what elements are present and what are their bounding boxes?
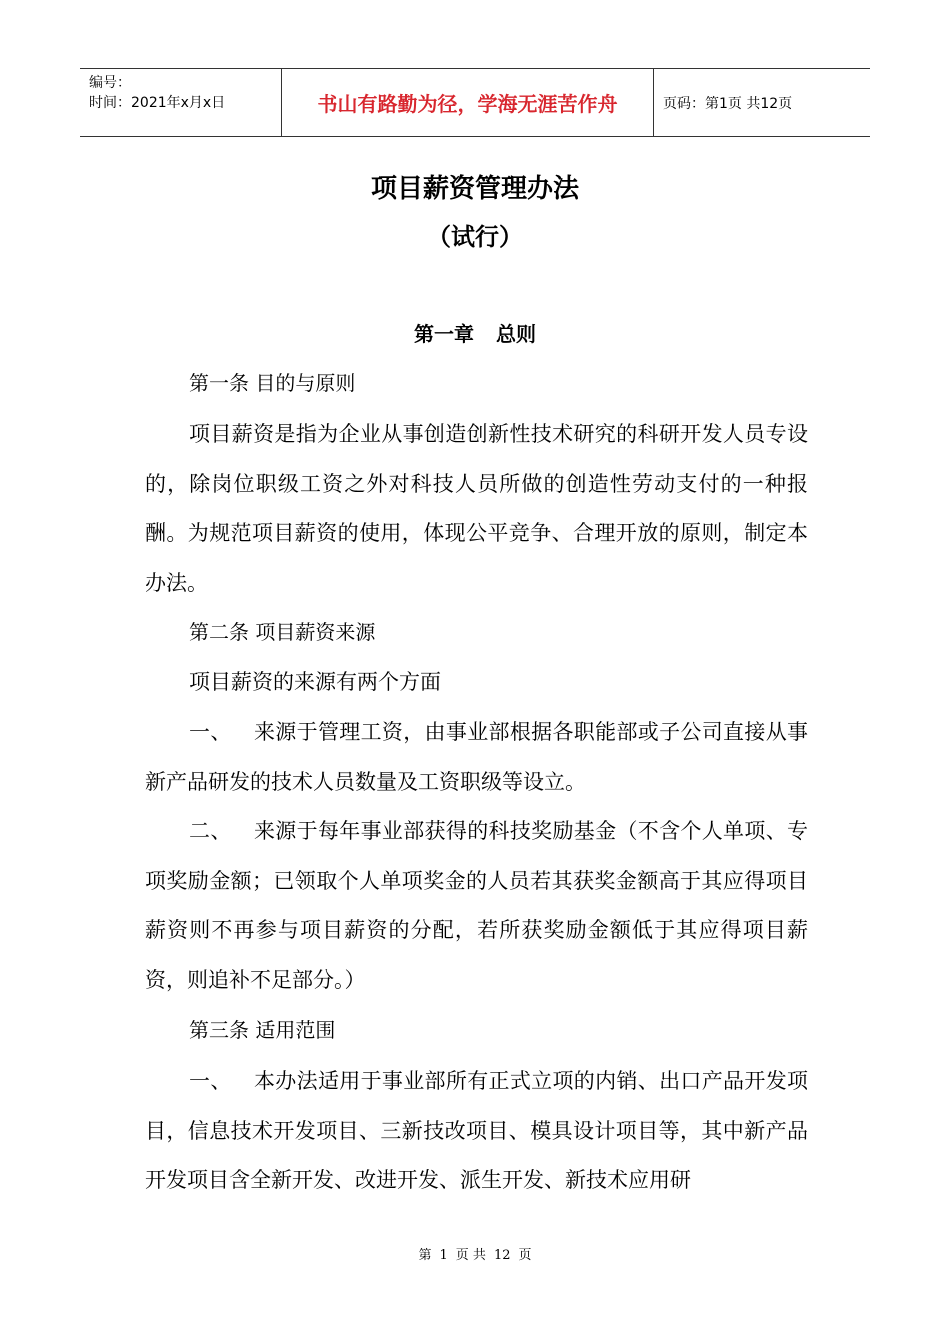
footer-page-number: 1 [439,1248,448,1263]
article-3-item-1 [145,1057,808,1206]
list-text: 来源于管理工资，由事业部根据各职能部或子公司直接从事新产品研发的技术人员数量及工资职级等设立。 [145,720,809,794]
time-label: 时间：2021年x月x日 [89,95,226,111]
page-header [80,68,870,137]
page-info-text: 页码：第1页 共12页 [663,95,793,112]
document-title: 项目薪资管理办法 [370,174,579,204]
footer-suffix: 页 [518,1248,532,1263]
page-footer [0,1244,950,1263]
header-motto [282,69,654,136]
article-2-intro: 项目薪资的来源有两个方面 [189,670,441,694]
article-2-title: 第二条 项目薪资来源 [189,620,376,644]
list-text: 来源于每年事业部获得的科技奖励基金（不含个人单项、专项奖励金额；已领取个人单项奖金的人员若其获奖金额高于其应得项目薪资则不再参与项目薪资的分配，若所获奖励金额低于其应得项目薪资，则追补不足部分。） [145,819,809,992]
header-page-info [654,69,870,136]
article-3-title: 第三条 适用范围 [189,1018,336,1042]
motto-text: 书山有路勤为径，学海无涯苦作舟 [317,92,618,116]
article-1-body: 项目薪资是指为企业从事创造创新性技术研究的科研开发人员专设的，除岗位职级工资之外对科技人员所做的创造性劳动支付的一种报酬。为规范项目薪资的使用，体现公平竞争、合理开放的原则，制定本办法。 [145,422,808,595]
header-meta [80,69,282,136]
document-subtitle: （试行） [427,223,523,251]
number-label: 编号： [89,75,131,91]
list-marker: 一、 [189,1069,232,1093]
footer-mid: 页 共 [455,1248,486,1263]
list-marker: 一、 [189,720,232,744]
chapter-heading [0,318,950,347]
footer-total-pages: 12 [493,1248,511,1263]
list-text: 本办法适用于事业部所有正式立项的内销、出口产品开发项目，信息技术开发项目、三新技改项目、模具设计项目等，其中新产品开发项目含全新开发、改进开发、派生开发、新技术应用研 [145,1069,809,1192]
article-1-title: 第一条 目的与原则 [189,371,356,395]
footer-prefix: 第 [418,1248,432,1263]
list-marker: 二、 [189,819,232,843]
chapter-name: 总则 [496,322,536,346]
article-2-item-2 [145,807,808,1005]
chapter-number: 第一章 [414,322,474,346]
article-2-item-1 [145,708,808,807]
